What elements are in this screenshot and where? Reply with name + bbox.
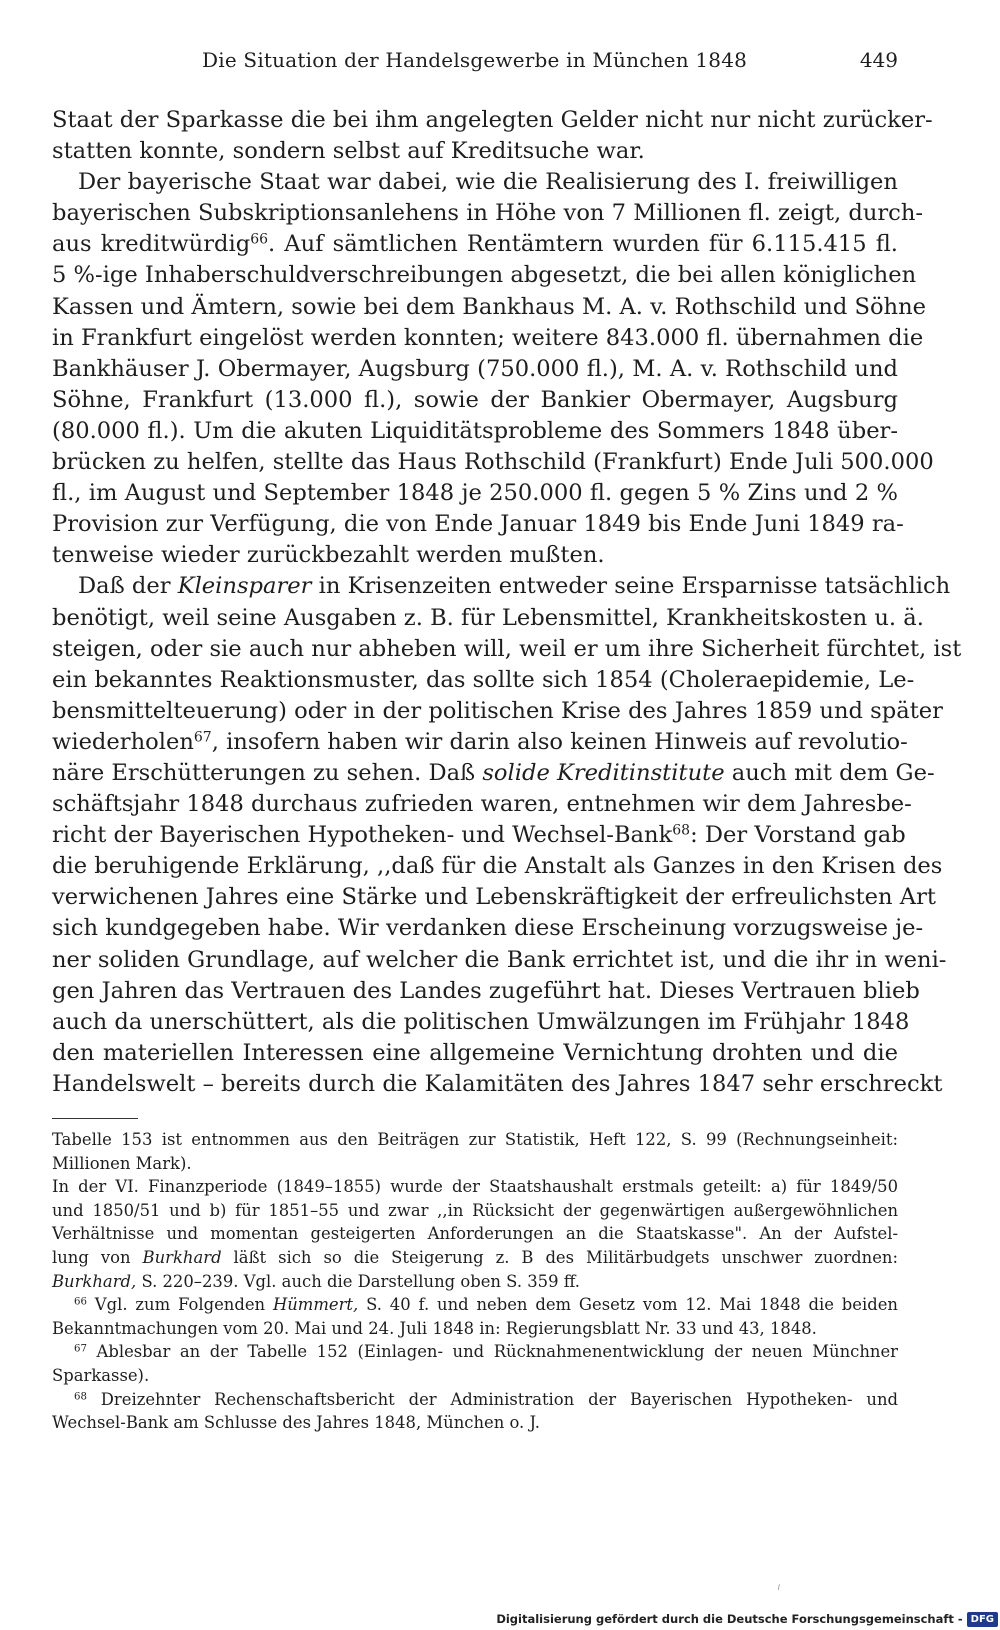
text-line: steigen, oder sie auch nur abheben will, weil er um ihre Sicherheit fürchtet, ist: [52, 635, 962, 662]
text-line: Daß der Kleinsparer in Krisenzeiten entweder seine Ersparnisse tatsächlich: [78, 573, 951, 600]
text-line: aus kreditwürdig$^{66}$. Auf sämtlichen Rentämtern wurden für 6.115.415 fl.: [52, 231, 898, 258]
scan-mark: ⸝: [770, 1577, 784, 1593]
text-line: tenweise wieder zurückbezahlt werden mußten.: [52, 542, 605, 569]
footnote-line: Millionen Mark).: [52, 1153, 192, 1173]
text-line: ein bekanntes Reaktionsmuster, das sollte sich 1854 (Choleraepidemie, Le-: [52, 666, 915, 693]
text-line: statten konnte, sondern selbst auf Kreditsuche war.: [52, 138, 645, 165]
footnote-divider: [52, 1118, 138, 1119]
footnote-68: $^{68}$ Dreizehnter Rechenschaftsbericht der Administration der Bayerischen Hypotheken- und: [74, 1389, 898, 1409]
text-line: Handelswelt – bereits durch die Kalamitäten des Jahres 1847 sehr erschreckt: [52, 1070, 943, 1097]
text-line: Der bayerische Staat war dabei, wie die Realisierung des I. freiwilligen: [78, 169, 898, 196]
page-number: 449: [859, 48, 898, 72]
footnote-line: Burkhard, S. 220–239. Vgl. auch die Darstellung oben S. 359 ff.: [52, 1271, 581, 1291]
text-line: (80.000 fl.). Um die akuten Liquiditätsprobleme des Sommers 1848 über-: [52, 417, 898, 444]
text-line: sich kundgegeben habe. Wir verdanken diese Erscheinung vorzugsweise je-: [52, 915, 924, 942]
digitization-credit: [496, 1608, 1000, 1630]
footnote-line: In der VI. Finanzperiode (1849–1855) wurde der Staatshaushalt erstmals geteilt: a) für 1849/50: [52, 1177, 898, 1197]
dfg-logo: DFG: [967, 1612, 998, 1627]
footnote-line: Verhältnisse und momentan gesteigerten Anforderungen an die Staatskasse". An der Aufstel-: [52, 1224, 898, 1244]
text-line: auch da unerschüttert, als die politischen Umwälzungen im Frühjahr 1848: [52, 1008, 910, 1035]
text-line: brücken zu helfen, stellte das Haus Rothschild (Frankfurt) Ende Juli 500.000: [52, 449, 934, 476]
text-line: richt der Bayerischen Hypotheken- und Wechsel-Bank$^{68}$: Der Vorstand gab: [52, 822, 906, 849]
page-header: [52, 48, 898, 76]
text-line: Bankhäuser J. Obermayer, Augsburg (750.000 fl.), M. A. v. Rothschild und: [52, 355, 898, 382]
text-line: gen Jahren das Vertrauen des Landes zugeführt hat. Dieses Vertrauen blieb: [52, 977, 920, 1004]
text-line: verwichenen Jahres eine Stärke und Lebenskräftigkeit der erfreulichsten Art: [52, 884, 936, 911]
footnotes: [52, 1128, 898, 1435]
text-line: ner soliden Grundlage, auf welcher die Bank errichtet ist, und die ihr in weni-: [52, 946, 947, 973]
text-line: Staat der Sparkasse die bei ihm angelegten Gelder nicht nur nicht zurücker-: [52, 107, 933, 133]
footnote-67: $^{67}$ Ablesbar an der Tabelle 152 (Einlagen- und Rücknahmenentwicklung der neuen Münchner: [74, 1342, 898, 1362]
emphasis-kreditinstitute: solide Kreditinstitute: [482, 759, 725, 786]
footnote-line: lung von Burkhard läßt sich so die Steigerung z. B des Militärbudgets unschwer zuordnen:: [52, 1247, 899, 1267]
text-line: Söhne, Frankfurt (13.000 fl.), sowie der Bankier Obermayer, Augsburg: [52, 386, 898, 413]
footnote-ref-66: 66: [250, 231, 269, 248]
text-line: schäftsjahr 1848 durchaus zufrieden waren, entnehmen wir dem Jahresbe-: [52, 791, 912, 818]
credit-text: Digitalisierung gefördert durch die Deutsche Forschungsgemeinschaft -: [496, 1612, 963, 1626]
emphasis-kleinsparer: Kleinsparer: [177, 573, 312, 600]
text-line: Kassen und Ämtern, sowie bei dem Bankhaus M. A. v. Rothschild und Söhne: [52, 293, 927, 320]
footnote-line: und 1850/51 und b) für 1851–55 und zwar ,,in Rücksicht der gegenwärtigen außergewöhnlichen: [52, 1200, 898, 1220]
text-line: den materiellen Interessen eine allgemeine Vernichtung drohten und die: [52, 1039, 898, 1066]
text-line: näre Erschütterungen zu sehen. Daß solide Kreditinstitute auch mit dem Ge-: [52, 759, 935, 786]
text-line: in Frankfurt eingelöst werden konnten; weitere 843.000 fl. übernahmen die: [52, 324, 924, 351]
footnote-line: Bekanntmachungen vom 20. Mai und 24. Juli 1848 in: Regierungsblatt Nr. 33 und 43, 1848.: [52, 1318, 817, 1338]
text-line: Provision zur Verfügung, die von Ende Januar 1849 bis Ende Juni 1849 ra-: [52, 511, 904, 538]
text-line: die beruhigende Erklärung, ,,daß für die Anstalt als Ganzes in den Krisen des: [52, 853, 943, 880]
footnote-line: Wechsel-Bank am Schlusse des Jahres 1848, München o. J.: [52, 1413, 540, 1433]
footnote-line: Sparkasse).: [52, 1365, 150, 1385]
text-line: bensmittelteuerung) oder in der politischen Krise des Jahres 1859 und später: [52, 697, 943, 724]
text-line: wiederholen$^{67}$, insofern haben wir darin also keinen Hinweis auf revolutio-: [52, 728, 908, 755]
running-title: Die Situation der Handelsgewerbe in München 1848: [202, 48, 748, 72]
footnote-line: Tabelle 153 ist entnommen aus den Beiträgen zur Statistik, Heft 122, S. 99 (Rechnungseinheit:: [52, 1130, 898, 1149]
footnote-ref-68: 68: [672, 822, 691, 839]
footnote-ref-67: 67: [193, 729, 212, 746]
text-line: bayerischen Subskriptionsanlehens in Höhe von 7 Millionen fl. zeigt, durch-: [52, 200, 924, 227]
text-line: benötigt, weil seine Ausgaben z. B. für Lebensmittel, Krankheitskosten u. ä.: [52, 604, 924, 631]
footnote-66: $^{66}$ Vgl. zum Folgenden Hümmert, S. 40 f. und neben dem Gesetz vom 12. Mai 1848 die beiden: [74, 1295, 898, 1315]
text-line: fl., im August und September 1848 je 250.000 fl. gegen 5 % Zins und 2 %: [52, 480, 898, 507]
text-line: 5 %-ige Inhaberschuldverschreibungen abgesetzt, die bei allen königlichen: [52, 262, 917, 289]
main-text: [52, 105, 962, 1100]
